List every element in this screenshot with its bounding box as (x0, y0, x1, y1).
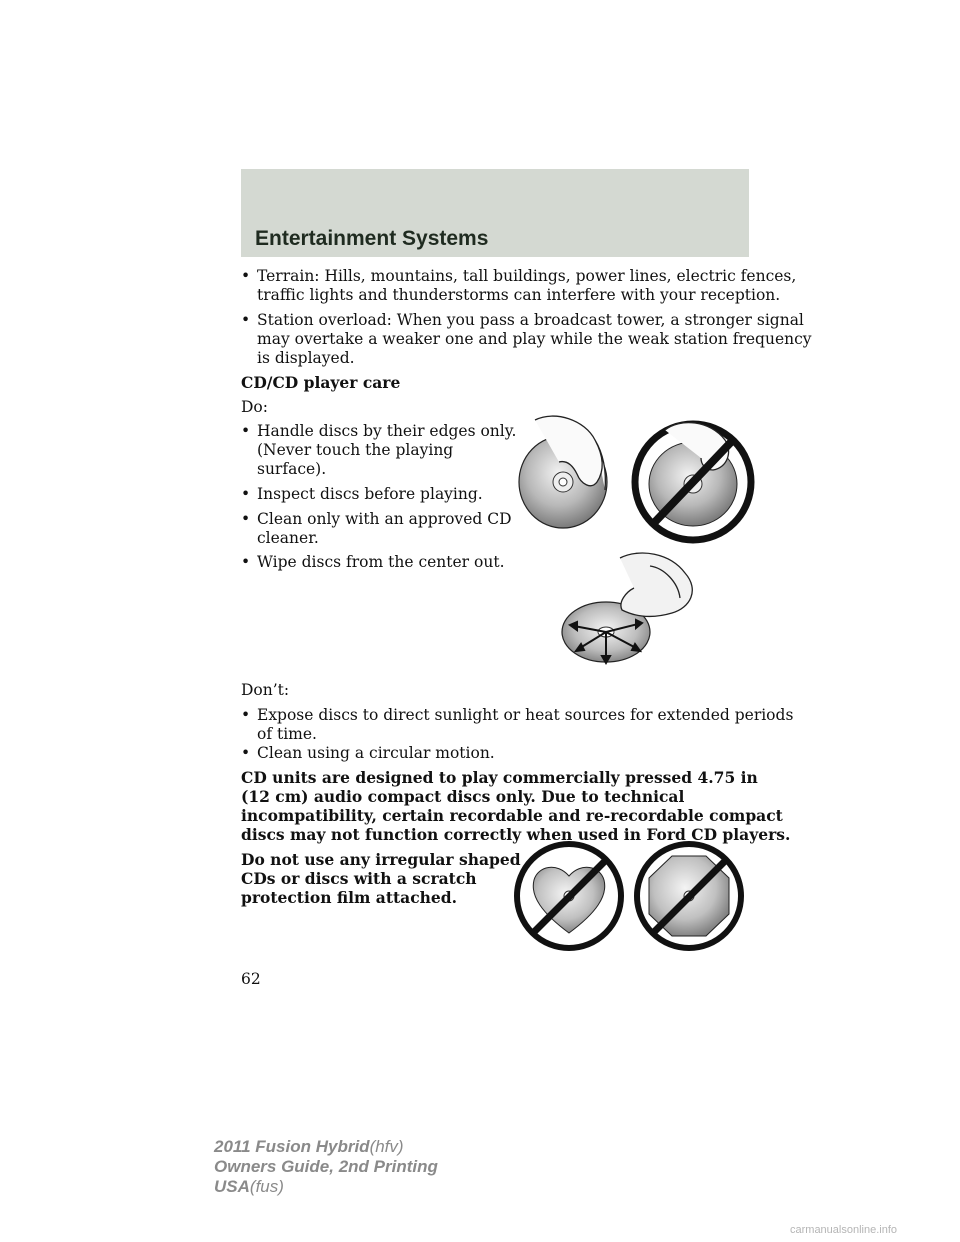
wipe-disc-illustration (560, 548, 720, 673)
heart-shaped-disc-prohibited (517, 844, 621, 948)
watermark: carmanualsonline.info (790, 1224, 898, 1236)
irregular-paragraph: Do not use any irregular shaped CDs or discs with a scratch protection film attached. (241, 850, 521, 907)
hand-with-cloth-icon (620, 553, 692, 616)
document-footer: 2011 Fusion Hybrid(hfv) Owners Guide, 2nd Printing USA(fus) (214, 1137, 438, 1196)
do-item-clean: • Clean only with an approved CD cleaner. (241, 510, 512, 547)
section-header (241, 169, 749, 257)
bullet-terrain: • Terrain: Hills, mountains, tall buildings, power lines, electric fences, traffic lights and thunderstorms can interfere with your reception. (241, 267, 797, 304)
disc-touched-incorrectly (635, 423, 751, 540)
dont-label: Don’t: (241, 681, 290, 699)
page-number: 62 (241, 970, 261, 988)
dont-item-sunlight: • Expose discs to direct sunlight or heat sources for extended periods of time. (241, 706, 794, 743)
compat-paragraph: CD units are designed to play commercially pressed 4.75 in (12 cm) audio compact discs only. Due to technical incompatibility, certain recordable and re-recordable compact discs may not function correctly when used in Ford CD players. (241, 768, 791, 844)
do-item-wipe: • Wipe discs from the center out. (241, 553, 505, 571)
irregular-discs-illustration (512, 838, 762, 953)
handle-disc-illustration (515, 410, 755, 555)
do-item-inspect: • Inspect discs before playing. (241, 485, 483, 503)
bullet-station-overload: • Station overload: When you pass a broadcast tower, a stronger signal may overtake a weaker one and play while the weak station frequency is displayed. (241, 311, 812, 367)
do-item-handle: • Handle discs by their edges only. (Never touch the playing surface). (241, 422, 517, 478)
do-label: Do: (241, 398, 268, 416)
cd-care-heading: CD/CD player care (241, 373, 401, 392)
section-title: Entertainment Systems (255, 227, 489, 250)
dont-item-circular: • Clean using a circular motion. (241, 744, 495, 762)
octagon-shaped-disc-prohibited (637, 844, 741, 948)
